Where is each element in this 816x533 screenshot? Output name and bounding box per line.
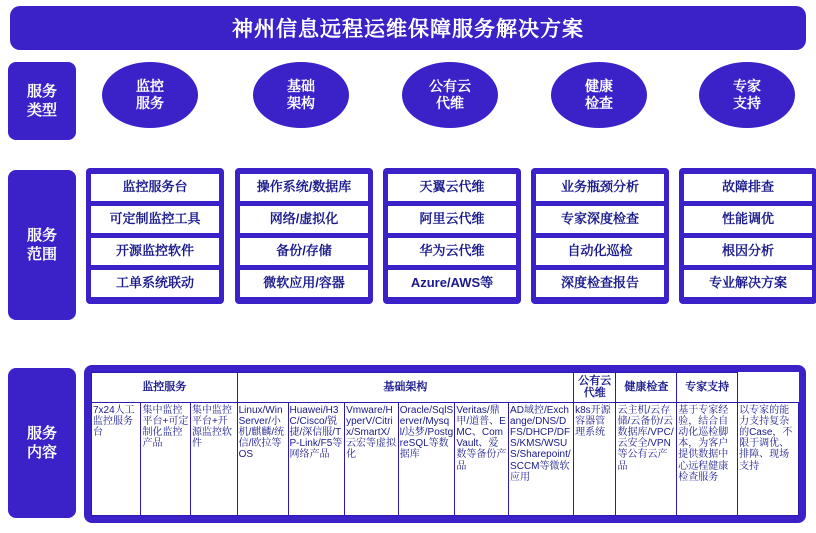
table-cell: k8s开源容器管理系统 <box>574 402 616 515</box>
table-cell: 云主机/云存储/云备份/云数据库/VPC/云安全/VPN等公有云产品 <box>616 402 677 515</box>
scope-column-infrastructure <box>235 168 373 304</box>
row-label-service-scope-line1: 服务 <box>26 226 57 244</box>
row-label-service-type <box>8 62 76 140</box>
scope-item: 可定制监控工具 <box>91 206 219 233</box>
scope-item: 阿里云代维 <box>388 206 516 233</box>
row-label-service-content-line2: 内容 <box>26 444 57 461</box>
table-group-header-infrastructure: 基础架构 <box>237 373 573 403</box>
scope-item: 专家深度检查 <box>536 206 664 233</box>
category-monitoring-line1: 监控 <box>136 77 164 94</box>
table-cell: AD域控/Exchange/DNS/DFS/DHCP/DFS/KMS/WSUS/Sharepoint/SCCM等微软应用 <box>509 402 574 515</box>
category-ellipse-monitoring <box>102 62 198 128</box>
table-cell: Vmware/HyperV/Citrix/SmartX/云宏等虚拟化 <box>345 402 399 515</box>
table-group-header-expert-support: 专家支持 <box>677 373 738 403</box>
scope-item: 备份/存储 <box>240 238 368 265</box>
table-cell: Huawei/H3C/Cisco/锐捷/深信服/TP-Link/F5等网络产品 <box>288 402 345 515</box>
row-label-service-content-line1: 服务 <box>26 424 57 442</box>
table-cell: Veritas/鼎甲/道普、EMC、ComVault、爱数等备份产品 <box>455 402 509 515</box>
category-monitoring-line2: 服务 <box>136 95 164 111</box>
service-content-table <box>91 372 799 516</box>
scope-item: 故障排查 <box>684 174 812 201</box>
scope-item: 网络/虚拟化 <box>240 206 368 233</box>
table-cell: 集中监控平台+可定制化监控产品 <box>141 402 190 515</box>
category-ellipse-public-cloud <box>402 62 498 128</box>
row-label-service-scope-line2: 范围 <box>26 246 57 263</box>
scope-item: 业务瓶颈分析 <box>536 174 664 201</box>
table-cell: Linux/WinServer/小机/麒麟/统信/欧拉等OS <box>237 402 288 515</box>
category-expert-support-line2: 支持 <box>733 95 761 111</box>
table-cell: 集中监控平台+开源监控软件 <box>190 402 237 515</box>
category-public-cloud-line1: 公有云 <box>429 77 471 94</box>
scope-item: 开源监控软件 <box>91 238 219 265</box>
category-infrastructure-line2: 架构 <box>287 95 315 111</box>
category-ellipse-health-check <box>551 62 647 128</box>
scope-item: 性能调优 <box>684 206 812 233</box>
category-public-cloud-line2: 代维 <box>436 95 464 111</box>
service-content-panel <box>84 365 806 523</box>
table-cell: 7x24人工监控服务台 <box>92 402 141 515</box>
category-ellipse-expert-support <box>699 62 795 128</box>
table-group-header-monitoring: 监控服务 <box>92 373 238 403</box>
scope-item: 自动化巡检 <box>536 238 664 265</box>
row-label-service-type-line2: 类型 <box>26 102 57 119</box>
scope-item: 微软应用/容器 <box>240 270 368 297</box>
table-cell: 以专家的能力支持复杂的Case，不限于调优、排障、现场支持 <box>738 402 799 515</box>
scope-item: 华为云代维 <box>388 238 516 265</box>
row-label-service-type-line1: 服务 <box>26 82 57 100</box>
row-label-service-scope <box>8 170 76 320</box>
scope-item: 专业解决方案 <box>684 270 812 297</box>
table-header-row <box>92 373 799 403</box>
table-group-header-health-check: 健康检查 <box>616 373 677 403</box>
category-expert-support-line1: 专家 <box>733 77 761 94</box>
row-label-service-content <box>8 368 76 518</box>
category-health-check-line2: 检查 <box>585 95 613 111</box>
table-row <box>92 402 799 515</box>
scope-item: 天翼云代维 <box>388 174 516 201</box>
scope-item: 深度检查报告 <box>536 270 664 297</box>
table-group-header-public-cloud: 公有云代维 <box>574 373 616 403</box>
category-infrastructure-line1: 基础 <box>287 77 315 94</box>
scope-item: 操作系统/数据库 <box>240 174 368 201</box>
scope-item: 根因分析 <box>684 238 812 265</box>
table-cell: 基于专家经验，结合自动化巡检脚本，为客户提供数据中心远程健康检查服务 <box>677 402 738 515</box>
page-title: 神州信息远程运维保障服务解决方案 <box>232 18 584 41</box>
scope-column-monitoring <box>86 168 224 304</box>
scope-column-health-check <box>531 168 669 304</box>
scope-column-public-cloud <box>383 168 521 304</box>
scope-column-expert-support <box>679 168 816 304</box>
page-title-bar <box>10 6 806 50</box>
scope-item: 监控服务台 <box>91 174 219 201</box>
scope-item: 工单系统联动 <box>91 270 219 297</box>
scope-item: Azure/AWS等 <box>388 270 516 297</box>
category-health-check-line1: 健康 <box>585 77 613 94</box>
table-cell: Oracle/SqlServer/Mysql/达梦/PostgreSQL等数据库 <box>398 402 455 515</box>
category-ellipse-infrastructure <box>253 62 349 128</box>
